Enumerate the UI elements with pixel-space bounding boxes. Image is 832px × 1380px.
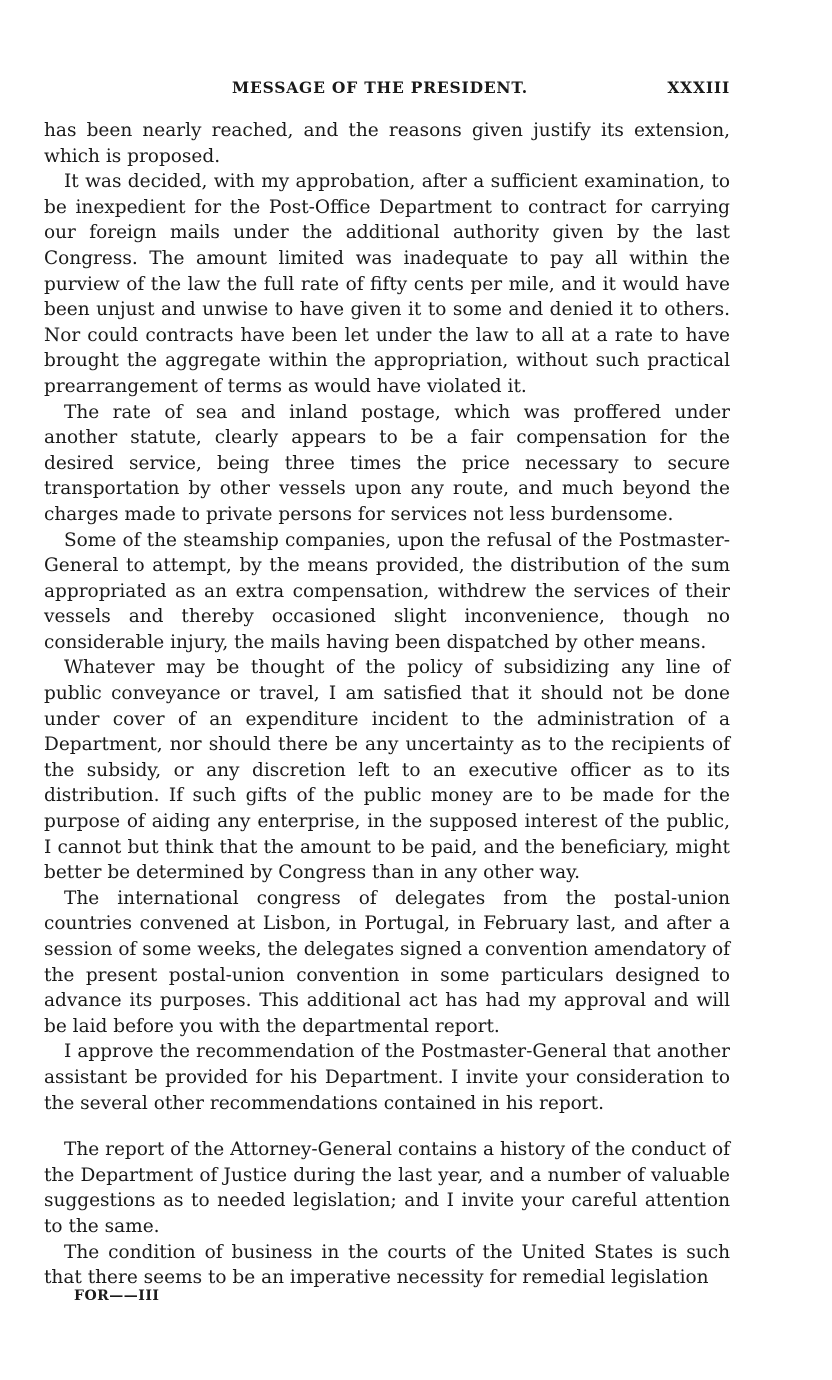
page-number: XXXIII xyxy=(667,78,730,97)
paragraph: It was decided, with my approbation, after a sufficient examination, to be inexpedient for the Post-Office Department to contract for carrying our foreign mails under the additional authority given by the last Congress. The amount limited was inadequate to pay all within the purview of the law the full rate of fifty cents per mile, and it would have been unjust and unwise to have given it to some and denied it to others. Nor could contracts have been let under the law to all at a rate to have brought the aggregate within the appropriation, without such practical prearrangement of terms as would have violated it. xyxy=(44,171,730,397)
paragraph: The rate of sea and inland postage, which was proffered under another statute, clearly appears to be a fair compensation for the desired service, being three times the price necessary to secure transportation by other vessels upon any route, and much beyond the charges made to private persons for services not less burdensome. xyxy=(44,401,730,525)
paragraph: Some of the steamship companies, upon the refusal of the Postmaster-General to attempt, by the means provided, the distribution of the sum appropriated as an extra compensation, withdrew the services of their vessels and thereby occasioned slight inconvenience, though no considerable injury, the mails having been dispatched by other means. xyxy=(44,529,730,653)
paragraph: The condition of business in the courts of the United States is such that there seems to be an imperative necessity for remedial legislation xyxy=(44,1241,730,1289)
paragraph: Whatever may be thought of the policy of subsidizing any line of public conveyance or travel, I am satisfied that it should not be done under cover of an expenditure incident to the administration of a Department, nor should there be any uncertainty as to the recipients of the subsidy, or any discretion left to an executive officer as to its distribution. If such gifts of the public money are to be made for the purpose of aiding any enterprise, in the supposed interest of the public, I cannot but think that the amount to be paid, and the beneficiary, might better be determined by Congress than in any other way. xyxy=(44,657,730,884)
running-title: MESSAGE OF THE PRESIDENT. xyxy=(232,78,528,97)
printer-signature-mark: FOR——III xyxy=(74,1288,160,1304)
paragraph: I approve the recommendation of the Postmaster-General that another assistant be provided for his Department. I invite your consideration to the several other recommendations contained in his report. xyxy=(44,1041,730,1114)
paragraph: The international congress of delegates from the postal-union countries convened at Lisbon, in Portugal, in February last, and after a session of some weeks, the delegates signed a convention amendatory of the present postal-union convention in some particulars designed to advance its purposes. This additional act has had my approval and will be laid before you with the departmental report. xyxy=(44,887,730,1037)
paragraph: has been nearly reached, and the reasons given justify its extension, which is proposed. xyxy=(44,120,730,167)
page-header xyxy=(44,78,730,102)
body-text xyxy=(44,118,730,1291)
paragraph: The report of the Attorney-General contains a history of the conduct of the Department of Justice during the last year, and a number of valuable suggestions as to needed legislation; and I invite your careful attention to the same. xyxy=(44,1139,730,1237)
